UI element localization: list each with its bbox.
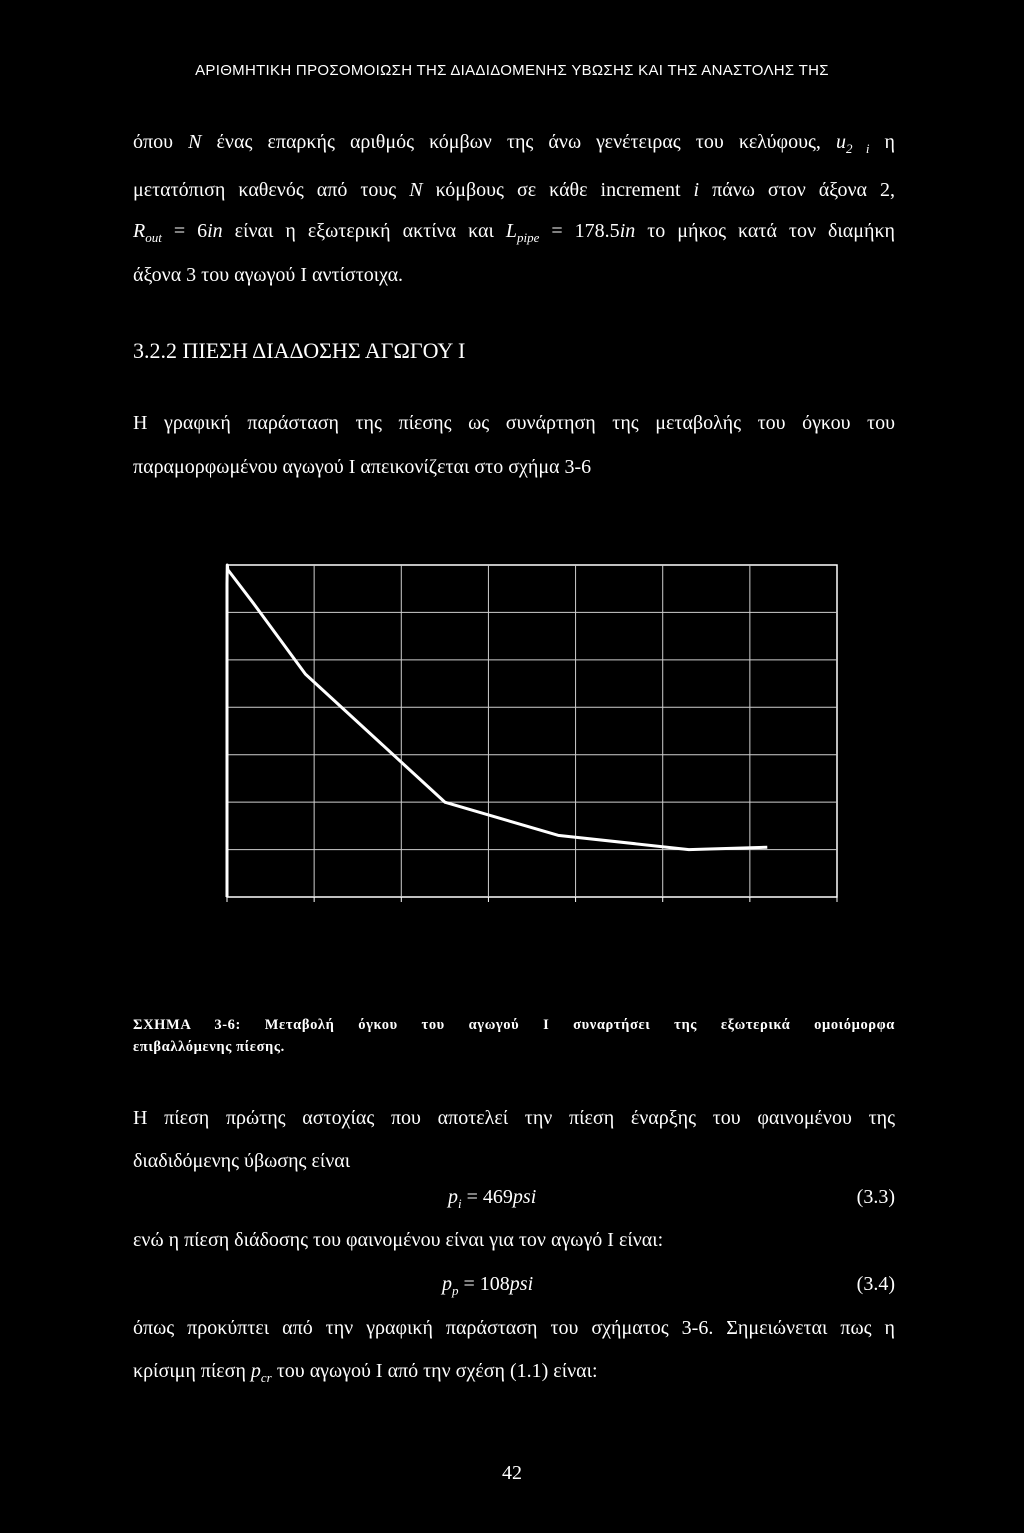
var-p-sub: p <box>452 1283 459 1298</box>
text: είναι η εξωτερική ακτίνα και <box>222 220 506 242</box>
var-p: p <box>448 1186 458 1208</box>
text: όπου <box>133 131 189 153</box>
equation-3-3 <box>448 1186 536 1212</box>
para1-line-1: Η γραφική παράσταση της πίεσης ως συνάρτηση της μεταβολής του όγκου του <box>133 412 895 434</box>
unit-in: in <box>619 220 636 242</box>
var-N: N <box>188 131 202 153</box>
text: η <box>869 131 895 153</box>
chart-svg <box>225 563 839 903</box>
text: μετατόπιση καθενός από τους <box>133 179 410 201</box>
unit-in: in <box>207 220 223 242</box>
var-R-sub: out <box>145 230 162 245</box>
intro-line-3 <box>133 220 895 246</box>
text: κρίσιμη πίεση <box>133 1360 251 1382</box>
unit-psi: psi <box>509 1273 534 1295</box>
figure-3-6-chart <box>225 563 839 903</box>
text: πάνω στον άξονα 2, <box>699 179 896 201</box>
text: το μήκος κατά τον διαμήκη <box>635 220 895 242</box>
section-heading: 3.2.2 ΠΙΕΣΗ ΔΙΑΔΟΣΗΣ ΑΓΩΓΟΥ Ι <box>133 338 466 363</box>
para2-line-2: διαδιδόμενης ύβωσης είναι <box>133 1150 351 1172</box>
equation-3-4 <box>442 1273 533 1299</box>
para1-line-2: παραμορφωμένου αγωγού Ι απεικονίζεται στο σχήμα 3-6 <box>133 456 592 478</box>
var-p: p <box>250 1360 261 1382</box>
var-p: p <box>442 1273 452 1295</box>
series-line-0 <box>227 565 767 897</box>
equation-number-3-4: (3.4) <box>856 1273 895 1295</box>
eq-value: = 108 <box>458 1273 510 1295</box>
page-number: 42 <box>502 1462 522 1484</box>
caption-line-1: ΣΧΗΜΑ 3-6: Μεταβολή όγκου του αγωγού Ι συναρτήσει της εξωτερικά ομοιόμορφα <box>133 1017 895 1033</box>
text: = 178.5 <box>539 220 620 242</box>
var-L: L <box>505 220 518 242</box>
var-L-sub: pipe <box>517 230 540 245</box>
var-p-sub: i <box>458 1196 462 1211</box>
var-i: i <box>693 179 700 201</box>
para2-line-1: Η πίεση πρώτης αστοχίας που αποτελεί την πίεση έναρξης του φαινομένου της <box>133 1107 895 1129</box>
para4-line-1: όπως προκύπτει από την γραφική παράσταση του σχήματος 3-6. Σημειώνεται πως η <box>133 1317 895 1339</box>
caption-line-2: επιβαλλόμενης πίεσης. <box>133 1039 285 1055</box>
text: ένας επαρκής αριθμός κόμβων της άνω γενέτειρας του κελύφους, <box>201 131 836 153</box>
text: κόμβους σε κάθε increment <box>422 179 694 201</box>
eq-value: = 469 <box>461 1186 513 1208</box>
equation-number-3-3: (3.3) <box>856 1186 895 1208</box>
var-u-sub: 2 i <box>846 141 870 156</box>
para4-line-2 <box>133 1360 598 1386</box>
text: του αγωγού Ι από την σχέση (1.1) είναι: <box>271 1360 598 1382</box>
running-header: ΑΡΙΘΜΗΤΙΚΗ ΠΡΟΣΟΜΟΙΩΣΗ ΤΗΣ ΔΙΑΔΙΔΟΜΕΝΗΣ ΥΒΩΣΗΣ ΚΑΙ ΤΗΣ ΑΝΑΣΤΟΛΗΣ ΤΗΣ <box>195 62 829 79</box>
text: = 6 <box>161 220 208 242</box>
intro-line-2 <box>133 179 895 202</box>
intro-line-1 <box>133 131 895 157</box>
var-p-sub: cr <box>260 1370 272 1385</box>
unit-psi: psi <box>512 1186 537 1208</box>
intro-line-4: άξονα 3 του αγωγού Ι αντίστοιχα. <box>133 264 404 286</box>
var-R: R <box>133 220 146 242</box>
var-N: N <box>409 179 423 201</box>
var-u: u <box>836 131 846 153</box>
para3: ενώ η πίεση διάδοσης του φαινομένου είναι για τον αγωγό Ι είναι: <box>133 1229 664 1251</box>
